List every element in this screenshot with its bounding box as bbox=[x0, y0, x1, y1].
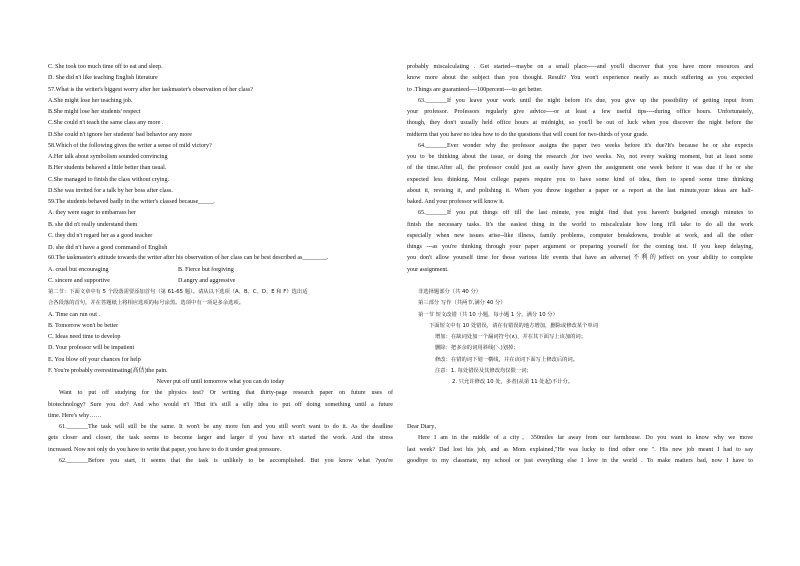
passage-line: your professor. Professors regularly give advice----or at least a few useful tips----during office hours. Unfortunately, bbox=[407, 109, 753, 115]
q56-option-c: C. She took too much time off to eat and sleep. bbox=[48, 64, 163, 70]
passage-line: baked. And your professor will know it. bbox=[407, 199, 505, 205]
passage-line: 64._______Ever wonder why the professor assigns the paper two weeks before it's due?It's because he or she expects bbox=[418, 142, 753, 149]
q58-option-c: C.She managed to finish the class without crying. bbox=[48, 176, 170, 183]
spacer bbox=[407, 400, 753, 411]
spacer bbox=[407, 276, 753, 287]
q60-option-b: B. Fierce but forgiving bbox=[178, 266, 234, 273]
q59-option-d: D. she did n't have a good command of English bbox=[48, 244, 168, 251]
passage-line: time. Here's why…… bbox=[48, 412, 102, 419]
section2-intro-line-2: 合各段落的首句，并在答题纸上将相应选项的标号涂黑。选项中有一项是多余选项。 bbox=[48, 300, 244, 307]
passage-line: finish the necessary tasks. It's the easiest thing in the world to miscalculate how long it'll take to do all the work bbox=[407, 221, 753, 228]
instruction-line: 增加：在缺词处加一个漏词符号(∧)，并在其下面写上该加的词； bbox=[435, 334, 587, 340]
q59-stem: 59.The students behaved badly in the writer's classed because_____. bbox=[48, 199, 215, 205]
q59-option-a: A. they were eager to embarrass her bbox=[48, 210, 136, 217]
passage-line: biotechnology? Sure you do? And who would n't ?But it's still a silly idea to put off doing something until a future bbox=[48, 401, 393, 408]
passage-line: though, they don't usually held office hours at midnight, so you'll be out of luck when you discover the night before the bbox=[407, 120, 753, 127]
q58-option-b: B.Her students behaved a little better than usual. bbox=[48, 165, 167, 172]
choice-f: F. You're probably overestimating(高估)the pain. bbox=[48, 367, 168, 374]
q57-stem: 57.What is the writer's biggest worry after her taskmaster's observation of her class? bbox=[48, 86, 254, 93]
choice-a: A. Time can run out . bbox=[48, 311, 100, 318]
q57-option-d: D.She could n't ignore her students' bad behavior any more bbox=[48, 131, 193, 138]
choice-d: D. Your professor will be impatient bbox=[48, 345, 135, 352]
choice-b: B. Tomorrow won't be better bbox=[48, 322, 119, 329]
passage-line: you don't allow yourself time for those various life events that have an adverse(不利的)effect on your ability to complete bbox=[407, 255, 753, 262]
passage-line: know more about the subject than you thought. Result? You won't experience nearly as much suffering as you expected bbox=[407, 75, 753, 82]
passage-line: expected less thinking. Most college papers require you to have some kind of idea, then to spend some time thinking bbox=[407, 176, 753, 183]
q60-option-d: D.angry and aggressive bbox=[178, 277, 236, 284]
q60-options-row-1 bbox=[48, 265, 393, 276]
q58-stem: 58.Which of the following gives the writer a sense of mild victory? bbox=[48, 142, 212, 149]
passage-line: gets closer and closer, the task seems to become larger and larger if you have n't started the work. And the stress bbox=[48, 435, 393, 442]
q58-option-a: A.Her talk about symbolism sounded convincing bbox=[48, 154, 168, 160]
instruction-line: 修改：在错的词下划一横线，并在该词下面写上修改后的词。 bbox=[435, 356, 579, 363]
passage-line: increased. Now not only do you have to write that paper, you have to do it under great pressure. bbox=[48, 446, 282, 453]
q59-option-b: B. she did n't really understand them bbox=[48, 221, 138, 228]
passage-line: especially when new issues arise--like illness, family problems, computer breakdowns, trouble at work, and all the other bbox=[407, 232, 753, 239]
passage-line: midterm that you have no idea how to do the questions that will count for two-thirds of your grade. bbox=[407, 131, 649, 138]
passage-line: you to be thinking about the issue, or doing the research ,for two weeks. No, not every waking moment, but at least some bbox=[407, 154, 753, 160]
left-column bbox=[48, 62, 393, 467]
right-column bbox=[407, 62, 753, 467]
q57-option-a: A.She might lose her teaching job. bbox=[48, 97, 133, 104]
q59-option-c: C. they did n't regard her as a good teacher bbox=[48, 232, 153, 239]
q60-options-row-2 bbox=[48, 276, 393, 287]
instruction-note-2: 2. 只允许修改 10 处，多者(从第 11 处起)不计分。 bbox=[452, 379, 574, 385]
choice-c: C. Ideas need time to develop bbox=[48, 334, 121, 340]
passage-line: to .Things are guaranteed----100percent----to get better. bbox=[407, 86, 543, 93]
instruction-line: 注意：1. 每处错误及其修改均仅限一词； bbox=[435, 367, 532, 374]
passage-line: your assignment. bbox=[407, 266, 449, 273]
q56-option-d: D. She did n't like teaching English literature bbox=[48, 75, 158, 82]
q60-stem: 60.The taskmaster's attitude towards the writer after his observation of her class can be best described as________. bbox=[48, 255, 329, 262]
diary-line: last week? Dad lost his job, and as Mom explained,"He was lucky to find other one ". His new job meant I had to say bbox=[407, 446, 753, 453]
passage-line: 62._______Before you start, it seems that the task is unlikely to be accomplished. But you know what ?you're bbox=[59, 457, 393, 464]
passage-line: 63._______If you leave your work until the night before it's due, you give up the possibility of getting input from bbox=[418, 97, 753, 104]
instruction-line: 删除：把多余的词用斜线(＼)划掉； bbox=[435, 345, 519, 352]
q60-option-c: C. sincere and supportive bbox=[48, 277, 110, 284]
passage-line: things ---as you're thinking through your paper argument or preparing yourself for the coming test. If you keep delaying, bbox=[407, 244, 753, 250]
choice-e: E. You blow off your chances for help bbox=[48, 356, 141, 363]
q60-option-a: A. cruel but encouraging bbox=[48, 266, 109, 273]
spacer bbox=[407, 388, 753, 399]
passage-line: Want to put off studying for the physics test? Or writing that thirty-page research paper on future uses of bbox=[59, 390, 393, 397]
instruction-line: 下面短文中有 10 处错误，请在有错误的地方增加，删除或修改某个单词 bbox=[429, 322, 599, 329]
passage-line: of the time.After all, the professor could just as easily have given the assignment one week before it was due if he or she bbox=[407, 165, 753, 172]
part-three-header: 第三部分 写作（共两节,满分 40 分） bbox=[418, 300, 506, 307]
diary-line: Here I am in the middle of a city，350miles far away from our farmhouse. Do you want to know why we move bbox=[418, 435, 753, 442]
passage-line: 65._______If you put things off till the last minute, you might find that you haven't budgeted enough minutes to bbox=[418, 210, 753, 217]
spacer bbox=[407, 411, 753, 422]
q58-option-d: D.She was invited for a talk by her boss after class. bbox=[48, 187, 173, 194]
section2-intro-line-1: 第二节：下面文章中有 5 个段落需要添加首句（第 61-65 题）。请从以下选项（A、B、C、D、E 和 F）选出适 bbox=[48, 289, 308, 295]
non-choice-section-header: 非选择题部分（共 40 分） bbox=[418, 289, 482, 295]
passage-line: probably miscalculating . Get started---maybe on a small place-----and you'll discover that you have more resources and bbox=[407, 64, 753, 70]
passage-line: about it, revising it, and polishing it. When you throw together a paper or a report at the last minute,your ideas are half- bbox=[407, 187, 753, 194]
passage-line: 61._______The task will still be the same. It won't be any more fun and you still won't want to do it. As the deadline bbox=[59, 424, 393, 430]
passage-title: Never put off until tomorrow what you can do today bbox=[156, 379, 285, 385]
diary-greeting: Dear Diary， bbox=[407, 424, 441, 430]
diary-line: goodbye to my classmate, my school or just everything else I love in the world . To make matters bad, now I have to bbox=[407, 457, 753, 464]
q57-option-b: B.She might lose her students' respect bbox=[48, 109, 141, 115]
q57-option-c: C.She could n't teach the same class any more . bbox=[48, 120, 164, 127]
section-one-header: 第一节 短文改错（共 10 小题，每小题 1 分，满分 10 分） bbox=[418, 311, 558, 318]
